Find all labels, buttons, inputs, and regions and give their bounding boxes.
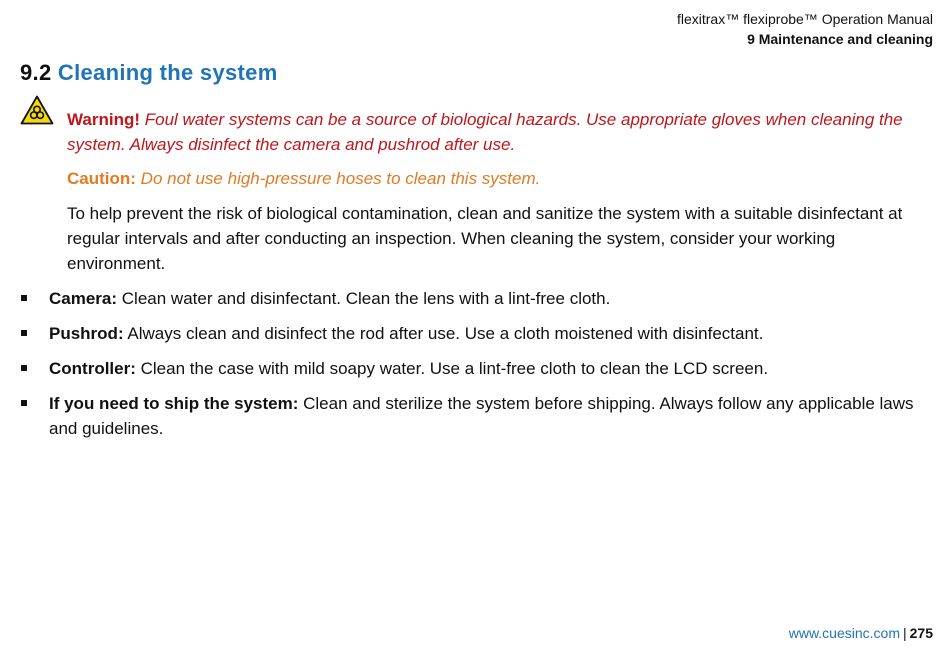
website-link[interactable]: www.cuesinc.com bbox=[788, 625, 900, 641]
list-item-term: Controller: bbox=[49, 359, 136, 378]
page-footer bbox=[789, 623, 933, 643]
page-number: 275 bbox=[909, 625, 933, 641]
list-item-text: Clean water and disinfectant. Clean the lens with a lint-free cloth. bbox=[121, 289, 611, 308]
bullet-square-icon bbox=[21, 330, 27, 336]
manual-title: flexitrax™ flexiprobe™ Operation Manual bbox=[676, 11, 933, 27]
section-title: Cleaning the system bbox=[57, 60, 278, 85]
list-item-text: Always clean and disinfect the rod after use. Use a cloth moistened with disinfectant. bbox=[127, 324, 764, 343]
list-item-text: Clean and sterilize the system before shipping. Always follow any applicable laws and guidelines. bbox=[49, 394, 914, 438]
warning-notice bbox=[67, 107, 927, 157]
warning-label: Warning! bbox=[67, 110, 141, 129]
page-header bbox=[677, 9, 933, 49]
warning-text: Foul water systems can be a source of biological hazards. Use appropriate gloves when cleaning the system. Always disinfect the camera and pushrod after use. bbox=[67, 110, 903, 154]
section-heading bbox=[20, 60, 278, 86]
cleaning-list bbox=[20, 286, 920, 451]
caution-label: Caution: bbox=[67, 169, 136, 188]
chapter-title: 9 Maintenance and cleaning bbox=[747, 31, 933, 47]
section-number: 9.2 bbox=[20, 60, 52, 85]
bullet-square-icon bbox=[21, 295, 27, 301]
list-item-term: Pushrod: bbox=[49, 324, 124, 343]
list-item-controller bbox=[20, 356, 920, 381]
list-item-text: Clean the case with mild soapy water. Use a lint-free cloth to clean the LCD screen. bbox=[140, 359, 769, 378]
list-item-pushrod bbox=[20, 321, 920, 346]
list-item-camera bbox=[20, 286, 920, 311]
footer-separator: | bbox=[903, 625, 907, 641]
list-item-shipping bbox=[20, 391, 920, 441]
biohazard-warning-icon bbox=[20, 95, 54, 125]
bullet-square-icon bbox=[21, 400, 27, 406]
intro-paragraph: To help prevent the risk of biological contamination, clean and sanitize the system with a suitable disinfectant at regular intervals and after conducting an inspection. When cleaning the system, consider your working environment. bbox=[67, 204, 903, 273]
list-item-term: If you need to ship the system: bbox=[49, 394, 299, 413]
bullet-square-icon bbox=[21, 365, 27, 371]
caution-notice bbox=[67, 166, 927, 191]
caution-text: Do not use high-pressure hoses to clean this system. bbox=[140, 169, 541, 188]
list-item-term: Camera: bbox=[49, 289, 118, 308]
